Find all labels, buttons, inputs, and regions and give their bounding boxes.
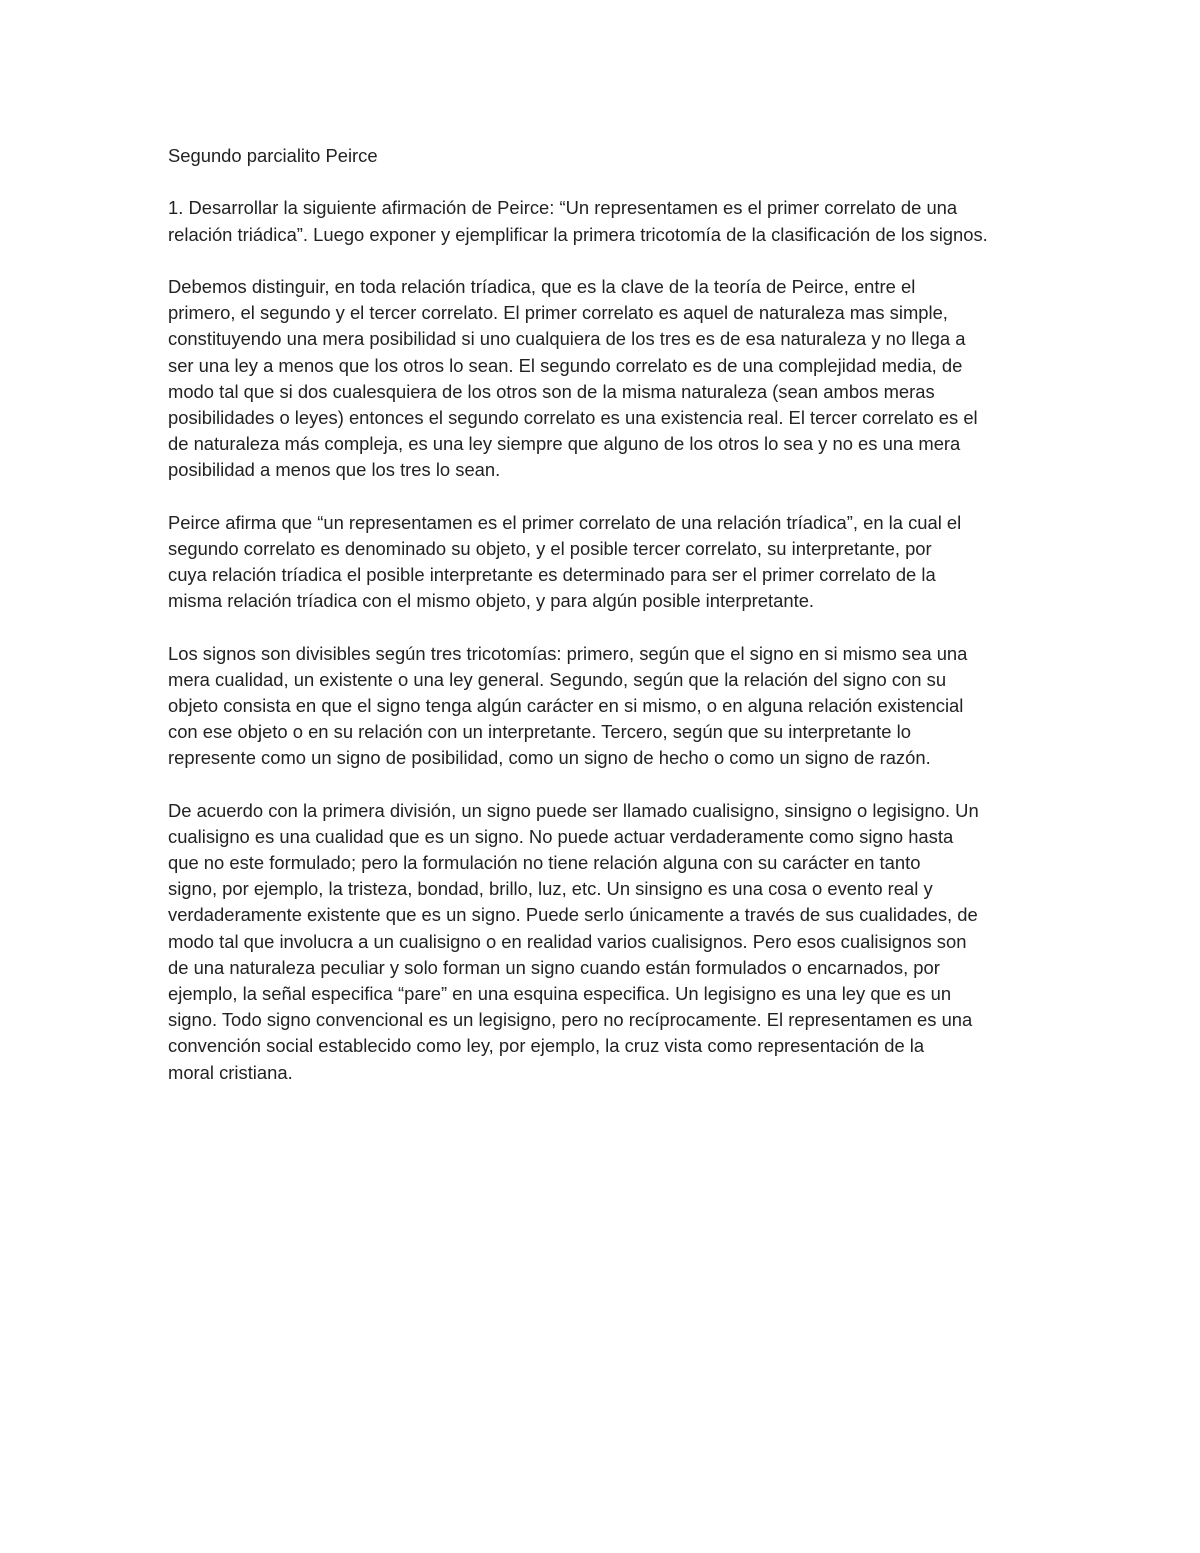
title-line: Segundo parcialito Peirce xyxy=(168,145,378,166)
paragraph-line: segundo correlato es denominado su objeto, y el posible tercer correlato, su interpretante, por xyxy=(168,537,932,559)
paragraph-line: de naturaleza más compleja, es una ley siempre que alguno de los otros lo sea y no es una mera xyxy=(168,433,961,455)
paragraph-line: signo. Todo signo convencional es un legisigno, pero no recíprocamente. El representamen es una xyxy=(168,1009,973,1031)
paragraph-line: posibilidad a menos que los tres lo sean. xyxy=(168,459,501,481)
paragraph-line: signo, por ejemplo, la tristeza, bondad, brillo, luz, etc. Un sinsigno es una cosa o evento real y xyxy=(168,878,933,900)
body-paragraph-4 xyxy=(168,798,1038,1086)
paragraph-line: posibilidades o leyes) entonces el segundo correlato es una existencia real. El tercer correlato es el xyxy=(168,406,978,428)
paragraph-line: ejemplo, la señal especifica “pare” en una esquina especifica. Un legisigno es una ley que es un xyxy=(168,983,952,1004)
paragraph-line: Los signos son divisibles según tres tricotomías: primero, según que el signo en si mismo sea una xyxy=(168,642,968,664)
paragraph-line: mera cualidad, un existente o una ley general. Segundo, según que la relación del signo con su xyxy=(168,668,947,690)
paragraph-line: constituyendo una mera posibilidad si uno cualquiera de los tres es de esa naturaleza y no llega a xyxy=(168,328,966,350)
paragraph-line: modo tal que si dos cualesquiera de los otros son de la misma naturaleza (sean ambos meras xyxy=(168,380,935,402)
paragraph-line: de una naturaleza peculiar y solo forman un signo cuando están formulados o encarnados, por xyxy=(168,956,940,978)
paragraph-line: Debemos distinguir, en toda relación tríadica, que es la clave de la teoría de Peirce, entre el xyxy=(168,275,916,297)
document-page xyxy=(168,143,1038,1112)
paragraph-line: verdaderamente existente que es un signo. Puede serlo únicamente a través de sus cualidades, de xyxy=(168,904,978,926)
paragraph-line: cualisigno es una cualidad que es un signo. No puede actuar verdaderamente como signo hasta xyxy=(168,825,954,847)
paragraph-line: moral cristiana. xyxy=(168,1061,293,1083)
paragraph-line: represente como un signo de posibilidad, como un signo de hecho o como un signo de razón. xyxy=(168,747,931,769)
body-paragraph-3 xyxy=(168,641,1038,772)
paragraph-line: De acuerdo con la primera división, un signo puede ser llamado cualisigno, sinsigno o legisigno. Un xyxy=(168,799,979,821)
paragraph-line: con ese objeto o en su relación con un interpretante. Tercero, según que su interpretante lo xyxy=(168,721,911,743)
paragraph-line: modo tal que involucra a un cualisigno o en realidad varios cualisignos. Pero esos cualisignos son xyxy=(168,930,967,952)
paragraph-line: objeto consista en que el signo tenga algún carácter en si mismo, o en alguna relación existencial xyxy=(168,694,964,716)
paragraph-line: ser una ley a menos que los otros lo sean. El segundo correlato es de una complejidad media, de xyxy=(168,354,963,376)
body-paragraph-2 xyxy=(168,510,1038,615)
document-title xyxy=(168,143,1038,169)
paragraph-line: primero, el segundo y el tercer correlato. El primer correlato es aquel de naturaleza mas simple, xyxy=(168,302,948,324)
paragraph-line: que no este formulado; pero la formulación no tiene relación alguna con su carácter en tanto xyxy=(168,852,921,874)
paragraph-line: cuya relación tríadica el posible interpretante es determinado para ser el primer correlato de la xyxy=(168,564,936,585)
paragraph-line: convención social establecido como ley, por ejemplo, la cruz vista como representación de la xyxy=(168,1035,925,1057)
question-paragraph xyxy=(168,195,1038,247)
body-paragraph-1 xyxy=(168,274,1038,484)
question-line: 1. Desarrollar la siguiente afirmación de Peirce: “Un representamen es el primer correlato de una xyxy=(168,197,958,219)
question-line: relación triádica”. Luego exponer y ejemplificar la primera tricotomía de la clasificación de los signos. xyxy=(168,223,988,245)
paragraph-line: Peirce afirma que “un representamen es el primer correlato de una relación tríadica”, en la cual el xyxy=(168,511,962,533)
paragraph-line: misma relación tríadica con el mismo objeto, y para algún posible interpretante. xyxy=(168,590,815,612)
